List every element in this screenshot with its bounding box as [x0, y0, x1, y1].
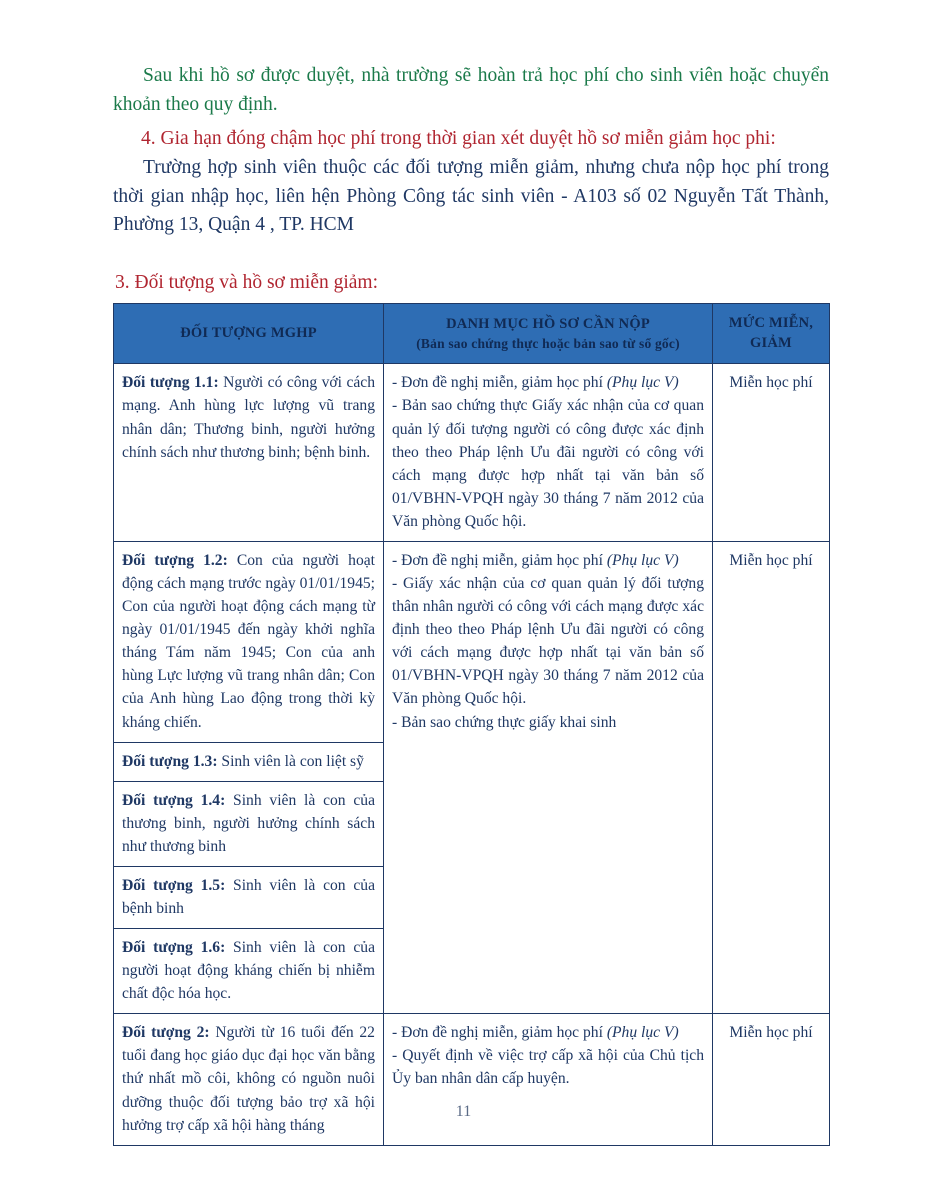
subject-label-1-6: Đối tượng 1.6:: [122, 939, 226, 957]
document-item-text: - Giấy xác nhận của cơ quan quản lý đối tượng thân nhân người có công với cách mạng được xác định theo theo Pháp lệnh Ưu đãi người có công với cách mạng được hợp nhất tại văn bản số 01/VBHN-VPQH ngày 30 tháng 7 năm 2012 của Văn phòng Quốc hội.: [392, 575, 704, 708]
document-item: [392, 394, 704, 532]
subject-subrow: [114, 781, 383, 866]
documents-list-group: [384, 542, 712, 742]
document-item: [392, 572, 704, 710]
level-text-1-1: Miễn học phí: [729, 374, 813, 392]
level-text-2: Miễn học phí: [729, 1024, 813, 1042]
table-body: [114, 364, 830, 1145]
document-item: [392, 1044, 704, 1090]
subject-label-1-4: Đối tượng 1.4:: [122, 791, 226, 809]
table-header-level-label: MỨC MIỄN, GIẢM: [728, 315, 814, 351]
subject-subrow: [114, 866, 383, 928]
subject-subtable: [114, 542, 383, 1013]
heading-section-4: 4. Gia hạn đóng chậm học phí trong thời gian xét duyệt hồ sơ miễn giảm học phi:: [141, 128, 776, 150]
table-row: [114, 364, 830, 542]
table-row: [114, 541, 830, 1013]
subject-body-1-5: Sinh viên là con của bệnh binh: [122, 876, 375, 917]
cell-subject-group: [114, 541, 384, 1013]
cell-subject-1-1: [114, 364, 384, 542]
document-item-appendix: (Phụ lục V): [606, 1024, 679, 1042]
document-item-text: - Bản sao chứng thực Giấy xác nhận của cơ quan quản lý đối tượng người có công được xác định theo theo Pháp lệnh Ưu đãi người có công với cách mạng được hợp nhất tại văn bản số 01/VBHN-VPQH ngày 30 tháng 7 năm 2012 của Văn phòng Quốc hội.: [392, 397, 704, 530]
cell-subject-1-2: [114, 542, 383, 742]
table-header-documents: [384, 304, 713, 364]
document-item-text: - Bản sao chứng thực giấy khai sinh: [392, 713, 617, 731]
documents-list-2: [384, 1014, 712, 1098]
cell-level-2: [713, 1014, 830, 1145]
subject-body-1-2: Con của người hoạt động cách mạng trước ngày 01/01/1945; Con của người hoạt động cách mạng từ ngày 01/01/1945 đến ngày khởi nghĩa tháng Tám năm 1945; Con của anh hùng Lực lượng vũ trang nhân dân; Con của Anh hùng Lao động trong thời kỳ kháng chiến.: [122, 551, 376, 731]
exemption-table: [113, 303, 830, 1145]
subject-subrow: [114, 929, 383, 1014]
documents-list-1-1: [384, 364, 712, 541]
cell-documents-group: [384, 541, 713, 1013]
table-header-documents-sub: (Bản sao chứng thực hoặc bản sao từ sổ gốc): [416, 335, 680, 351]
cell-subject-1-6: [114, 929, 383, 1014]
subject-text-1-3: [114, 743, 383, 781]
paragraph-refund-note: Sau khi hồ sơ được duyệt, nhà trường sẽ hoàn trả học phí cho sinh viên hoặc chuyển khoản theo quy định.: [113, 65, 829, 115]
level-text-group: Miễn học phí: [729, 551, 813, 569]
document-item-text: - Quyết định về việc trợ cấp xã hội của Chủ tịch Ủy ban nhân dân cấp huyện.: [392, 1047, 704, 1088]
document-item: [392, 549, 704, 572]
table-header-documents-main: DANH MỤC HỒ SƠ CẦN NỘP: [446, 315, 650, 332]
cell-subject-1-3: [114, 742, 383, 781]
cell-subject-1-5: [114, 866, 383, 928]
subject-body-1-4: Sinh viên là con của thương binh, người hưởng chính sách như thương binh: [122, 791, 375, 855]
table-header-row: [114, 304, 830, 364]
subject-text-1-5: [114, 867, 383, 928]
paragraph-section-4-body: Trường hợp sinh viên thuộc các đối tượng miễn giảm, nhưng chưa nộp học phí trong thời gian nhập học, liên hện Phòng Công tác sinh viên - A103 số 02 Nguyễn Tất Thành, Phường 13, Quận 4 , TP. HCM: [113, 156, 829, 236]
table-header-subject-label: ĐỐI TƯỢNG MGHP: [180, 325, 317, 342]
subject-label-1-3: Đối tượng 1.3:: [122, 752, 218, 770]
subject-label-1-2: Đối tượng 1.2:: [122, 551, 228, 569]
spacer: [113, 240, 829, 270]
document-item-text: - Đơn đề nghị miễn, giảm học phí: [392, 374, 607, 392]
subject-text-1-6: [114, 929, 383, 1013]
document-item-appendix: (Phụ lục V): [606, 374, 679, 392]
subject-label-1-1: Đối tượng 1.1:: [122, 374, 219, 392]
table-header-level: [713, 304, 830, 364]
heading-section-3: 3. Đối tượng và hồ sơ miễn giảm:: [115, 271, 379, 293]
subject-subrow: [114, 742, 383, 781]
page-number: 11: [455, 1103, 472, 1120]
page-content: [113, 62, 829, 1146]
document-item-text: - Đơn đề nghị miễn, giảm học phí: [392, 1024, 607, 1042]
subject-text-1-2: [114, 542, 383, 742]
document-item: [392, 711, 704, 734]
subject-text-2: [114, 1014, 383, 1144]
cell-documents-2: [384, 1014, 713, 1145]
table-header-subject: [114, 304, 384, 364]
table-header: [114, 304, 830, 364]
subject-subrow: [114, 542, 383, 742]
subject-body-1-3: Sinh viên là con liệt sỹ: [217, 752, 364, 770]
document-item: [392, 371, 704, 394]
subject-text-1-1: [114, 364, 383, 471]
subject-body-1-6: Sinh viên là con của người hoạt động kháng chiến bị nhiễm chất độc hóa học.: [122, 939, 375, 1003]
subject-label-2: Đối tượng 2:: [122, 1024, 210, 1042]
cell-level-group: [713, 541, 830, 1013]
cell-subject-1-4: [114, 781, 383, 866]
subject-text-1-4: [114, 782, 383, 866]
subject-label-1-5: Đối tượng 1.5:: [122, 876, 226, 894]
document-item: [392, 1021, 704, 1044]
subject-body-1-1: Người có công với cách mạng. Anh hùng lực lượng vũ trang nhân dân; Thương binh, người hưởng chính sách như thương binh; bệnh binh.: [122, 374, 376, 461]
table-row: [114, 1014, 830, 1145]
cell-level-1-1: [713, 364, 830, 542]
document-item-appendix: (Phụ lục V): [606, 551, 679, 569]
document-item-text: - Đơn đề nghị miễn, giảm học phí: [392, 551, 607, 569]
cell-subject-2: [114, 1014, 384, 1145]
cell-documents-1-1: [384, 364, 713, 542]
subject-body-2: Người từ 16 tuổi đến 22 tuổi đang học giáo dục đại học văn bằng thứ nhất mồ côi, không có nguồn nuôi dưỡng thuộc đối tượng bảo trợ xã hội hưởng trợ cấp xã hội hàng tháng: [122, 1024, 375, 1134]
